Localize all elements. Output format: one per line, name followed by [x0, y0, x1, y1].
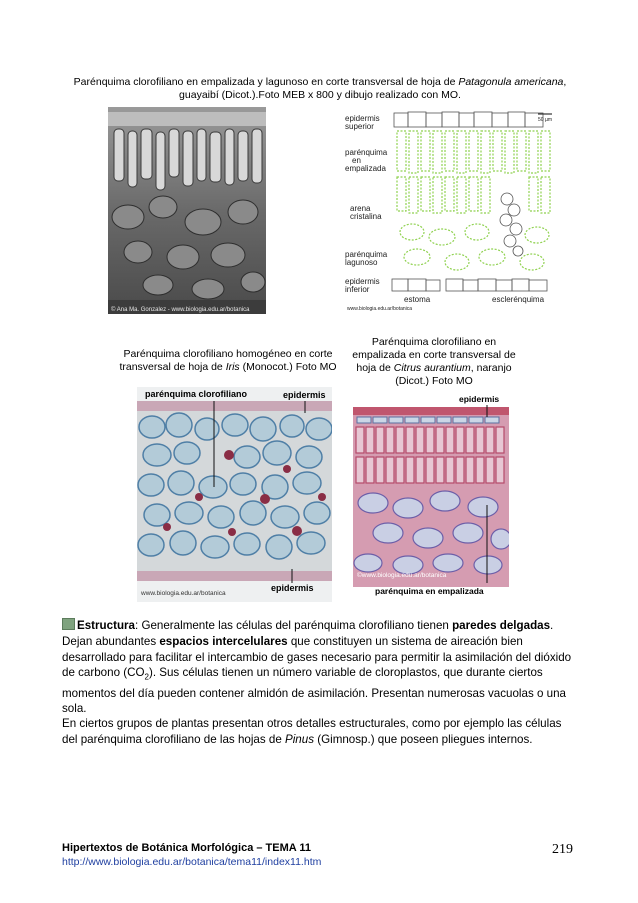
svg-text:en: en	[352, 156, 361, 165]
drawing-label-sclerenchyma: esclerénquima	[492, 295, 545, 304]
drawing-label-crystal-sand: arena	[350, 204, 371, 213]
citrus-micrograph-image	[353, 393, 509, 600]
iris-micrograph-image	[137, 387, 332, 602]
drawing-label-palisade: parénquima	[345, 148, 388, 157]
drawing-label-epidermis-superior: epidermis	[345, 114, 380, 123]
paragraph-structure: Estructura: Generalmente las células del parénquima clorofiliano tienen paredes delgadas. Dejan abundantes espacios intercelulares que constituyen un sistema de aireación bien desarrollado para facilitar el intercambio de gases necesario para permitir la asimilación del dióxido de carbono $(CO_2)$. Sus células tienen un número variable de cloroplastos, que durante ciertos momentos del día pueden contener almidón de asimilación. Presentan numerosas vacuolas o una sola.	[62, 619, 572, 716]
citrus-label-palisade: parénquima en empalizada	[375, 586, 484, 596]
drawing-label-stoma: estoma	[404, 295, 431, 304]
citrus-credit: ©www.biologia.edu.ar/botanica	[357, 572, 447, 579]
svg-text:empalizada: empalizada	[345, 164, 386, 173]
svg-text:inferior: inferior	[345, 285, 370, 294]
svg-text:cristalina: cristalina	[350, 212, 382, 221]
page-number: 219	[552, 842, 573, 857]
drawing-credit: www.biologia.edu.ar/botanica	[347, 306, 413, 312]
figure-caption-top: Parénquima clorofiliano en empalizada y lagunoso en corte transversal de hoja de Patagonula americana, guayaibí (Dicot.).Foto MEB x 800 y dibujo realizado con MO.	[73, 76, 567, 101]
drawing-label-epidermis-inferior: epidermis	[345, 277, 380, 286]
paragraph-pinus: En ciertos grupos de plantas presentan otros detalles estructurales, como por ejemplo las células del parénquima clorofiliano de las hojas de Pinus (Gimnosp.) que poseen pliegues internos.	[62, 717, 562, 746]
drawing-scale: 50 µm	[538, 117, 552, 123]
line-drawing-figure	[342, 107, 575, 314]
iris-label-epidermis-bottom: epidermis	[271, 583, 314, 593]
iris-label-epidermis-top: epidermis	[283, 390, 326, 400]
line-drawing-image	[342, 107, 575, 314]
svg-text:superior: superior	[345, 122, 374, 131]
iris-credit: www.biologia.edu.ar/botanica	[141, 590, 226, 597]
iris-micrograph	[137, 387, 332, 602]
sem-credit: © Ana Ma. Gonzalez - www.biologia.edu.ar/botanica	[111, 307, 250, 313]
citrus-label-epidermis: epidermis	[459, 394, 500, 404]
figure-caption-iris: Parénquima clorofiliano homogéneo en corte transversal de hoja de Iris (Monocot.) Foto MO	[119, 348, 337, 373]
drawing-label-spongy: parénquima	[345, 250, 388, 259]
iris-label-parenchyma: parénquima clorofiliano	[145, 389, 248, 399]
footer-title: Hipertextos de Botánica Morfológica – TEMA 11	[62, 842, 311, 854]
sem-micrograph-image	[108, 107, 266, 314]
sem-micrograph	[108, 107, 266, 314]
figure-caption-citrus: Parénquima clorofiliano en empalizada en corte transversal de hoja de Citrus aurantium, naranjo (Dicot.) Foto MO	[352, 336, 516, 387]
bullet-icon	[62, 618, 75, 630]
citrus-micrograph	[353, 393, 509, 600]
svg-text:lagunoso: lagunoso	[345, 258, 378, 267]
footer-url-link[interactable]: http://www.biologia.edu.ar/botanica/tema11/index11.htm	[62, 856, 322, 868]
